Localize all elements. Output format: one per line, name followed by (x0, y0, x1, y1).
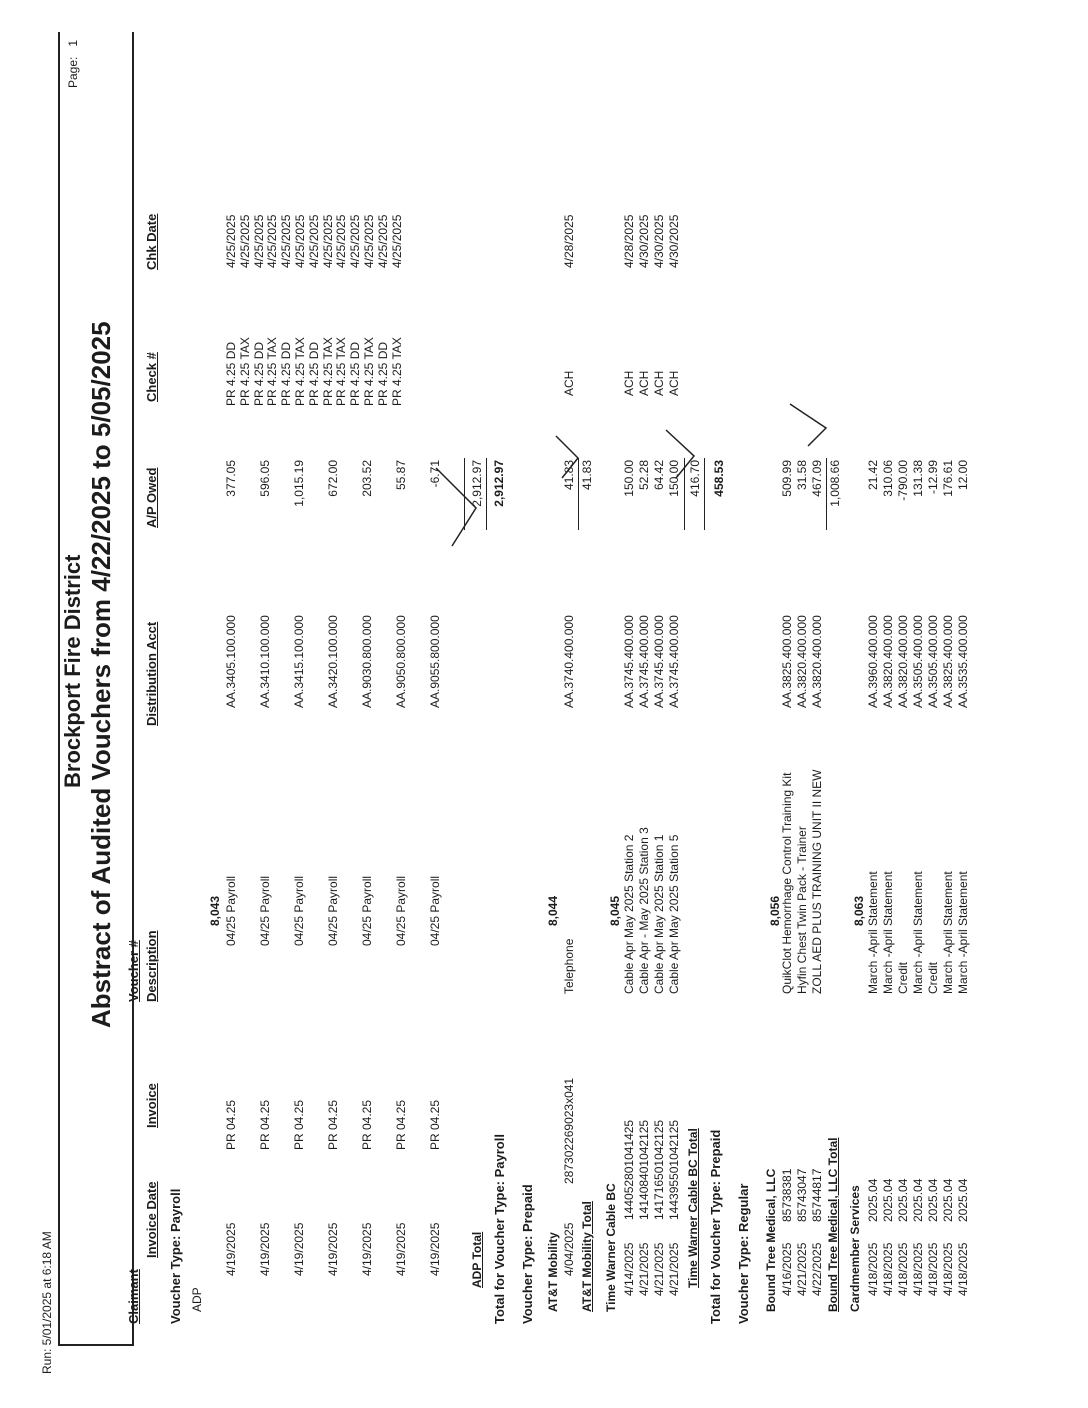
btm-account: AA.3825.400.000 (780, 615, 794, 708)
payroll-invoice: PR 04.25 (258, 1099, 272, 1150)
btm-account: AA.3820.400.000 (810, 615, 824, 708)
cms-amount: 12.00 (956, 460, 970, 491)
payroll-check-number: PR 4.25 TAX (334, 337, 349, 406)
btm-amount: 509.99 (780, 460, 794, 497)
twc-amount: 150.00 (667, 460, 681, 497)
cms-invoice-date: 4/18/2025 (911, 1242, 925, 1296)
payroll-check-date: 4/25/2025 (334, 214, 349, 268)
cms-amount: -12.99 (926, 460, 940, 495)
cms-invoice: 2025.04 (866, 1178, 880, 1222)
payroll-check-number: PR 4.25 TAX (265, 337, 280, 406)
twc-total-label: Time Warner Cable BC Total (686, 1128, 700, 1288)
twc-account: AA.3745.400.000 (637, 615, 651, 708)
payroll-check-number: PR 4.25 DD (348, 341, 363, 406)
run-stamp: Run: 5/01/2025 at 6:18 AM (40, 1231, 54, 1374)
check-mark-att (556, 436, 578, 478)
adp-total: 2,912.97 (470, 460, 484, 507)
payroll-check-date: 4/25/2025 (362, 214, 376, 268)
cms-description: Credit (926, 961, 940, 994)
twc-check: ACH (622, 370, 636, 396)
section-prepaid: Voucher Type: Prepaid (520, 1184, 535, 1324)
btm-description: Hyfin Chest Twin Pack - Trainer (795, 826, 809, 994)
btm-invoice-date: 4/16/2025 (780, 1242, 794, 1296)
cms-account: AA.3825.400.000 (941, 615, 955, 708)
header-invoice-date: Invoice Date (144, 1181, 159, 1258)
payroll-account: AA.3405.100.000 (224, 615, 238, 708)
cms-description: March -April Statement (911, 871, 925, 994)
twc-description: Cable Apr May 2025 Station 5 (667, 834, 681, 994)
payroll-check-number: PR 4.25 DD (251, 341, 266, 406)
payroll-invoice-date: 4/19/2025 (326, 1222, 340, 1276)
payroll-amount: -6.71 (428, 460, 442, 488)
payroll-description: 04/25 Payroll (360, 875, 374, 946)
payroll-invoice: PR 04.25 (224, 1099, 238, 1150)
att-amount: 41.83 (562, 460, 576, 491)
cms-account: AA.3820.400.000 (896, 615, 910, 708)
twc-check: ACH (637, 370, 651, 396)
cms-description: Credit (896, 961, 910, 994)
cms-invoice-date: 4/18/2025 (926, 1242, 940, 1296)
btm-invoice: 85738381 (780, 1168, 794, 1222)
header-voucher: Voucher # (126, 940, 141, 1002)
payroll-account: AA.3420.100.000 (326, 615, 340, 708)
cms-account: AA.3505.400.000 (926, 615, 940, 708)
cms-invoice: 2025.04 (911, 1178, 925, 1222)
payroll-description: 04/25 Payroll (394, 875, 408, 946)
cms-account: AA.3960.400.000 (866, 615, 880, 708)
cms-invoice: 2025.04 (926, 1178, 940, 1222)
payroll-invoice: PR 04.25 (292, 1099, 306, 1150)
btm-amount: 467.09 (810, 460, 824, 497)
payroll-check-date: 4/25/2025 (251, 214, 266, 268)
payroll-description: 04/25 Payroll (224, 875, 238, 946)
payroll-invoice-date: 4/19/2025 (292, 1222, 306, 1276)
cms-amount: 176.61 (941, 460, 955, 497)
twc-description: Cable Apr - May 2025 Station 3 (637, 827, 651, 994)
btm-description: ZOLL AED PLUS TRAINING UNIT II NEW (810, 769, 824, 994)
cms-invoice-date: 4/18/2025 (866, 1242, 880, 1296)
header-description: Description (144, 930, 159, 1002)
twc-check: ACH (667, 370, 681, 396)
btm-invoice-date: 4/21/2025 (795, 1242, 809, 1296)
cms-account: AA.3820.400.000 (881, 615, 895, 708)
header-check-number: Check # (144, 352, 159, 402)
twc-invoice: 144052801041425 (622, 1119, 636, 1220)
payroll-check-number: PR 4.25 TAX (237, 337, 252, 406)
cms-account: AA.3535.400.000 (956, 615, 970, 708)
twc-invoice: 141716501042125 (652, 1119, 666, 1220)
twc-check-date: 4/30/2025 (652, 214, 666, 268)
att-invoice: 287302269023x041 (562, 1077, 576, 1184)
payroll-account: AA.3410.100.000 (258, 615, 272, 708)
payroll-check-date: 4/25/2025 (320, 214, 335, 268)
cms-invoice-date: 4/18/2025 (881, 1242, 895, 1296)
payroll-check-number: PR 4.25 TAX (293, 337, 307, 406)
cms-invoice: 2025.04 (896, 1178, 910, 1222)
twc-amount: 150.00 (622, 460, 636, 497)
adp-total-label: ADP Total (470, 1231, 484, 1288)
payroll-invoice-date: 4/19/2025 (360, 1222, 374, 1276)
payroll-check-number: PR 4.25 TAX (320, 337, 335, 406)
twc-check: ACH (652, 370, 666, 396)
vendor-bound-tree: Bound Tree Medical, LLC (764, 1168, 778, 1312)
payroll-check-number: PR 4.25 DD (279, 341, 294, 406)
att-check-date: 4/28/2025 (562, 214, 576, 268)
payroll-invoice-date: 4/19/2025 (428, 1222, 442, 1276)
payroll-amount: 203.52 (360, 460, 374, 497)
btm-invoice: 85743047 (795, 1168, 809, 1222)
check-mark-payroll (436, 468, 476, 546)
payroll-account: AA.9030.800.000 (360, 615, 374, 708)
payroll-check-date: 4/25/2025 (293, 214, 307, 268)
twc-account: AA.3745.400.000 (622, 615, 636, 708)
twc-description: Cable Apr May 2025 Station 2 (622, 834, 636, 994)
cms-amount: 131.38 (911, 460, 925, 497)
payroll-invoice: PR 04.25 (428, 1099, 442, 1150)
twc-check-date: 4/28/2025 (622, 214, 636, 268)
cms-invoice: 2025.04 (941, 1178, 955, 1222)
cms-invoice-date: 4/18/2025 (896, 1242, 910, 1296)
section-payroll: Voucher Type: Payroll (168, 1188, 183, 1324)
cms-description: March -April Statement (941, 871, 955, 994)
payroll-check-date: 4/25/2025 (306, 214, 321, 268)
cms-invoice: 2025.04 (956, 1178, 970, 1222)
page-label: Page: 1 (66, 39, 80, 88)
payroll-check-number: PR 4.25 DD (224, 341, 238, 406)
report-title: Abstract of Audited Vouchers from 4/22/2025 to 5/05/2025 (86, 321, 116, 1028)
payroll-amount: 596.05 (258, 460, 272, 497)
payroll-check-date: 4/25/2025 (389, 214, 404, 268)
twc-invoice-date: 4/21/2025 (637, 1242, 651, 1296)
header-invoice: Invoice (144, 1083, 159, 1128)
payroll-type-total: 2,912.97 (492, 460, 506, 507)
voucher-number-8056: 8,056 (768, 895, 782, 926)
cms-amount: 21.42 (866, 460, 880, 491)
btm-description: QuikClot Hemorrhage Control Training Kit (780, 772, 794, 994)
voucher-number-8043: 8,043 (208, 895, 222, 926)
payroll-check-number: PR 4.25 DD (375, 341, 390, 406)
twc-invoice-date: 4/21/2025 (652, 1242, 666, 1296)
payroll-invoice-date: 4/19/2025 (224, 1222, 238, 1276)
cms-invoice: 2025.04 (881, 1178, 895, 1222)
cms-description: March -April Statement (866, 871, 880, 994)
vendor-time-warner: Time Warner Cable BC (604, 1183, 618, 1312)
payroll-invoice-date: 4/19/2025 (394, 1222, 408, 1276)
cms-amount: -790.00 (896, 460, 910, 501)
att-total: 41.83 (580, 460, 594, 491)
twc-invoice: 141408401042125 (637, 1119, 651, 1220)
header-check-date: Chk Date (144, 213, 159, 270)
twc-check-date: 4/30/2025 (637, 214, 651, 268)
prepaid-type-total: 458.53 (712, 460, 726, 497)
payroll-check-number: PR 4.25 TAX (362, 337, 376, 406)
twc-amount: 52.28 (637, 460, 651, 491)
btm-total: 1,008.66 (828, 460, 842, 507)
twc-description: Cable Apr May 2025 Station 1 (652, 834, 666, 994)
payroll-invoice: PR 04.25 (326, 1099, 340, 1150)
payroll-amount: 672.00 (326, 460, 340, 497)
payroll-check-date: 4/25/2025 (348, 214, 363, 268)
voucher-number-8045: 8,045 (608, 895, 622, 926)
payroll-description: 04/25 Payroll (258, 875, 272, 946)
twc-account: AA.3745.400.000 (652, 615, 666, 708)
payroll-check-date: 4/25/2025 (237, 214, 252, 268)
payroll-invoice-date: 4/19/2025 (258, 1222, 272, 1276)
payroll-check-date: 4/25/2025 (224, 214, 238, 268)
header-distribution-acct: Distribution Acct (144, 621, 159, 726)
cms-description: March -April Statement (956, 871, 970, 994)
cms-account: AA.3505.400.000 (911, 615, 925, 708)
att-check: ACH (562, 370, 576, 396)
header-claimant: Claimant (126, 1269, 141, 1324)
payroll-type-total-label: Total for Voucher Type: Payroll (492, 1134, 507, 1324)
vendor-att: AT&T Mobility (546, 1232, 560, 1312)
payroll-check-number: PR 4.25 DD (306, 341, 321, 406)
payroll-amount: 1,015.19 (292, 460, 306, 507)
twc-account: AA.3745.400.000 (667, 615, 681, 708)
btm-invoice-date: 4/22/2025 (810, 1242, 824, 1296)
att-description: Telephone (562, 938, 576, 994)
vendor-adp: ADP (190, 1287, 204, 1312)
check-mark-twc (666, 430, 694, 478)
section-regular: Voucher Type: Regular (736, 1183, 751, 1324)
payroll-invoice: PR 04.25 (360, 1099, 374, 1150)
payroll-amount: 377.05 (224, 460, 238, 497)
twc-total: 416.70 (688, 460, 702, 497)
twc-invoice-date: 4/14/2025 (622, 1242, 636, 1296)
prepaid-type-total-label: Total for Voucher Type: Prepaid (708, 1129, 723, 1324)
payroll-check-number: PR 4.25 TAX (389, 337, 404, 406)
att-account: AA.3740.400.000 (562, 615, 576, 708)
payroll-check-date: 4/25/2025 (279, 214, 294, 268)
att-total-label: AT&T Mobility Total (580, 1201, 594, 1312)
btm-total-label: Bound Tree Medical, LLC Total (826, 1137, 840, 1312)
payroll-account: AA.9055.800.000 (428, 615, 442, 708)
btm-account: AA.3820.400.000 (795, 615, 809, 708)
cms-invoice-date: 4/18/2025 (956, 1242, 970, 1296)
twc-invoice-date: 4/21/2025 (667, 1242, 681, 1296)
vendor-cardmember: Cardmember Services (848, 1185, 862, 1312)
payroll-amount: 55.87 (394, 460, 408, 491)
payroll-account: AA.3415.100.000 (292, 615, 306, 708)
payroll-check-date: 4/25/2025 (375, 214, 390, 268)
twc-check-date: 4/30/2025 (667, 214, 681, 268)
cms-description: March -April Statement (881, 871, 895, 994)
cms-invoice-date: 4/18/2025 (941, 1242, 955, 1296)
payroll-check-date: 4/25/2025 (265, 214, 280, 268)
twc-invoice: 144395501042125 (667, 1119, 681, 1220)
payroll-description: 04/25 Payroll (326, 875, 340, 946)
att-invoice-date: 4/04/2025 (562, 1222, 576, 1276)
cms-amount: 310.06 (881, 460, 895, 497)
payroll-description: 04/25 Payroll (292, 875, 306, 946)
check-mark-btm (790, 404, 826, 446)
org-title: Brockport Fire District (60, 554, 85, 788)
voucher-number-8063: 8,063 (852, 895, 866, 926)
voucher-number-8044: 8,044 (546, 895, 560, 926)
btm-amount: 31.58 (795, 460, 809, 491)
header-ap-owed: A/P Owed (144, 467, 159, 528)
btm-invoice: 85744817 (810, 1168, 824, 1222)
payroll-account: AA.9050.800.000 (394, 615, 408, 708)
twc-amount: 64.42 (652, 460, 666, 491)
payroll-description: 04/25 Payroll (428, 875, 442, 946)
payroll-invoice: PR 04.25 (394, 1099, 408, 1150)
